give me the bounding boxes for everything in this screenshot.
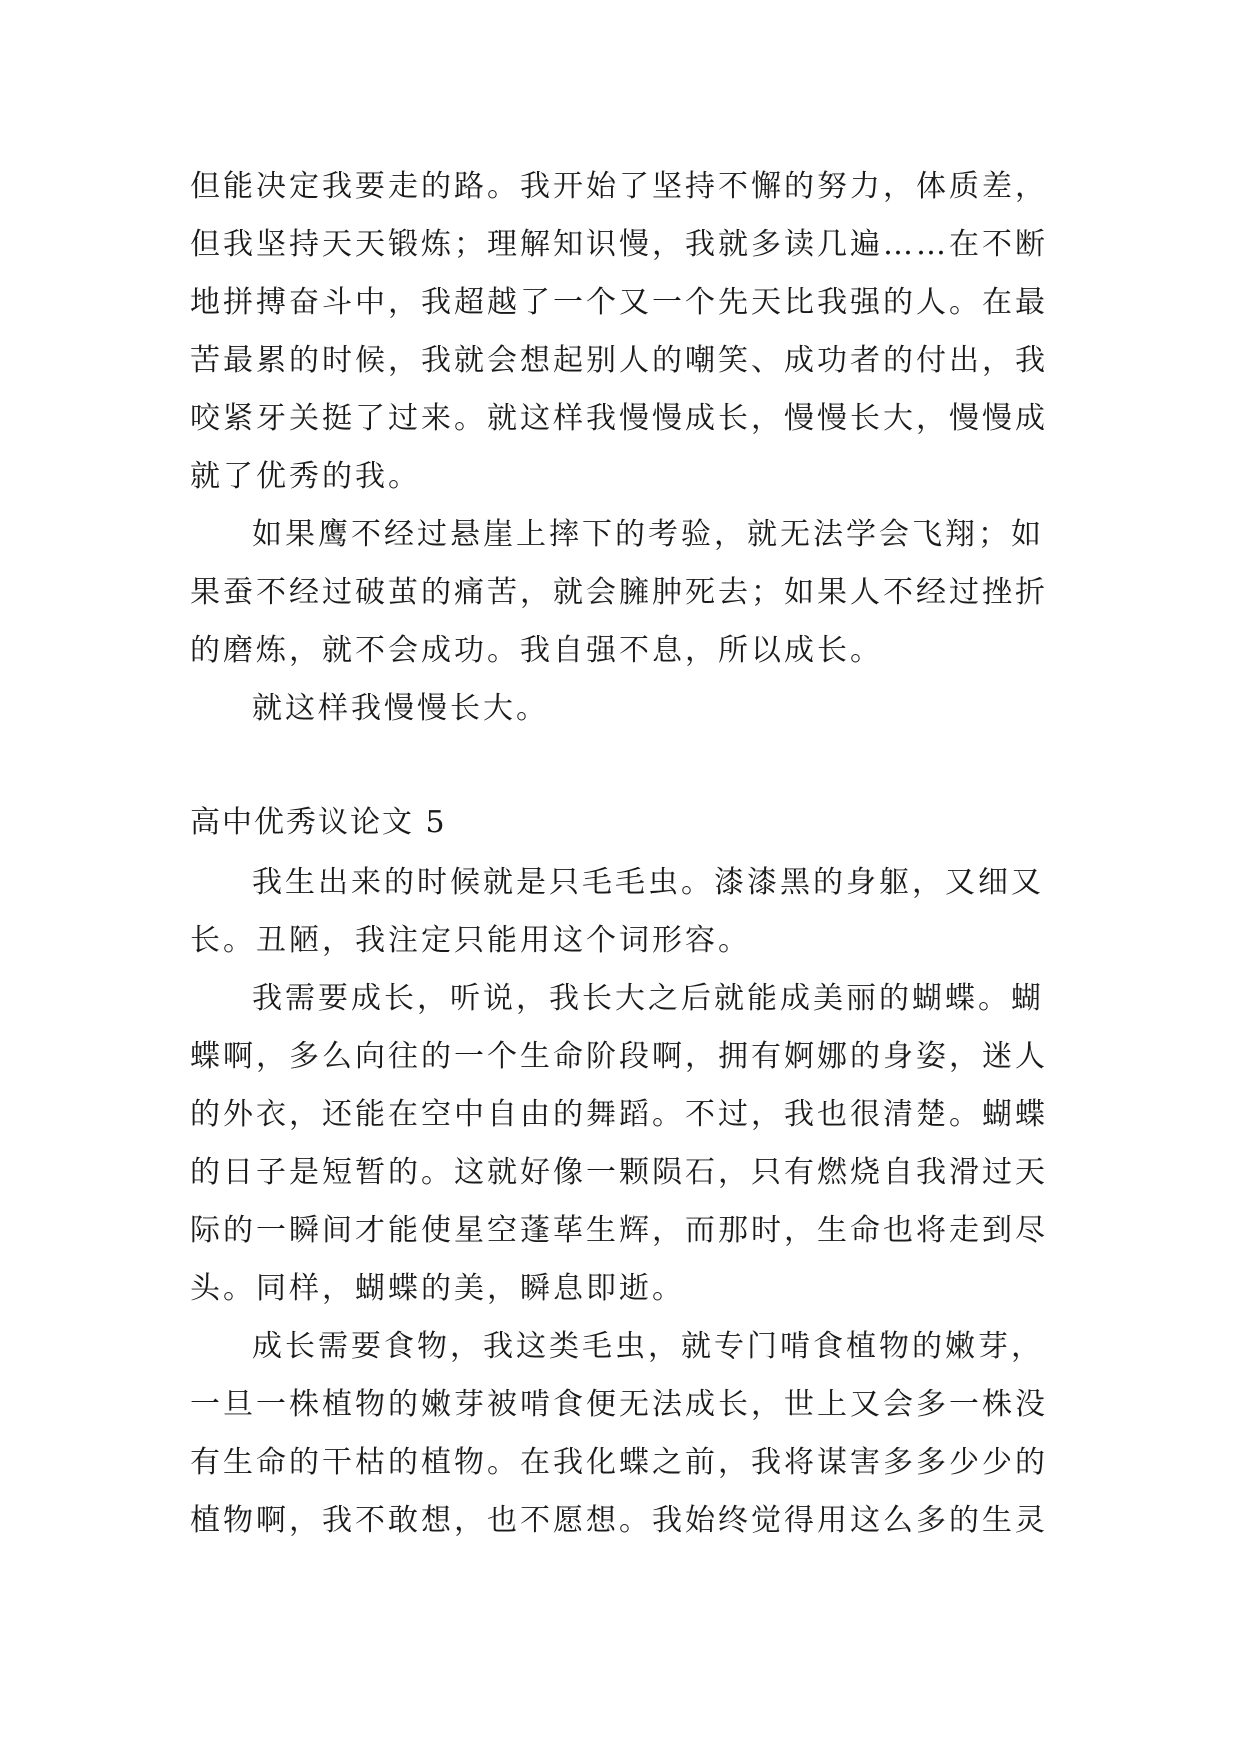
section-title: 高中优秀议论文 5 [190, 805, 447, 840]
text-line: 际的一瞬间才能使星空蓬荜生辉，而那时，生命也将走到尽 [190, 1213, 1048, 1248]
text-line: 就了优秀的我。 [190, 459, 421, 494]
text-line: 成长需要食物，我这类毛虫，就专门啃食植物的嫩芽， [252, 1329, 1044, 1364]
text-line: 有生命的干枯的植物。在我化蝶之前，我将谋害多多少少的 [190, 1445, 1048, 1480]
text-line: 咬紧牙关挺了过来。就这样我慢慢成长，慢慢长大，慢慢成 [190, 401, 1048, 436]
text-line: 的日子是短暂的。这就好像一颗陨石，只有燃烧自我滑过天 [190, 1155, 1048, 1190]
text-line: 但我坚持天天锻炼；理解知识慢，我就多读几遍……在不断 [190, 227, 1048, 262]
text-line: 长。丑陋，我注定只能用这个词形容。 [190, 923, 751, 958]
text-line: 果蚕不经过破茧的痛苦，就会臃肿死去；如果人不经过挫折 [190, 575, 1048, 610]
text-line: 但能决定我要走的路。我开始了坚持不懈的努力，体质差， [190, 169, 1048, 204]
text-line: 头。同样，蝴蝶的美，瞬息即逝。 [190, 1271, 685, 1306]
text-line: 植物啊，我不敢想，也不愿想。我始终觉得用这么多的生灵 [190, 1503, 1048, 1538]
text-line: 我生出来的时候就是只毛毛虫。漆漆黑的身躯，又细又 [252, 865, 1044, 900]
text-line: 苦最累的时候，我就会想起别人的嘲笑、成功者的付出，我 [190, 343, 1048, 378]
text-line: 一旦一株植物的嫩芽被啃食便无法成长，世上又会多一株没 [190, 1387, 1048, 1422]
text-line: 我需要成长，听说，我长大之后就能成美丽的蝴蝶。蝴 [252, 981, 1044, 1016]
text-line: 的磨炼，就不会成功。我自强不息，所以成长。 [190, 633, 883, 668]
text-line: 蝶啊，多么向往的一个生命阶段啊，拥有婀娜的身姿，迷人 [190, 1039, 1048, 1074]
text-line: 如果鹰不经过悬崖上摔下的考验，就无法学会飞翔；如 [252, 517, 1044, 552]
text-line: 就这样我慢慢长大。 [252, 691, 549, 726]
text-line: 的外衣，还能在空中自由的舞蹈。不过，我也很清楚。蝴蝶 [190, 1097, 1048, 1132]
text-line: 地拼搏奋斗中，我超越了一个又一个先天比我强的人。在最 [190, 285, 1048, 320]
